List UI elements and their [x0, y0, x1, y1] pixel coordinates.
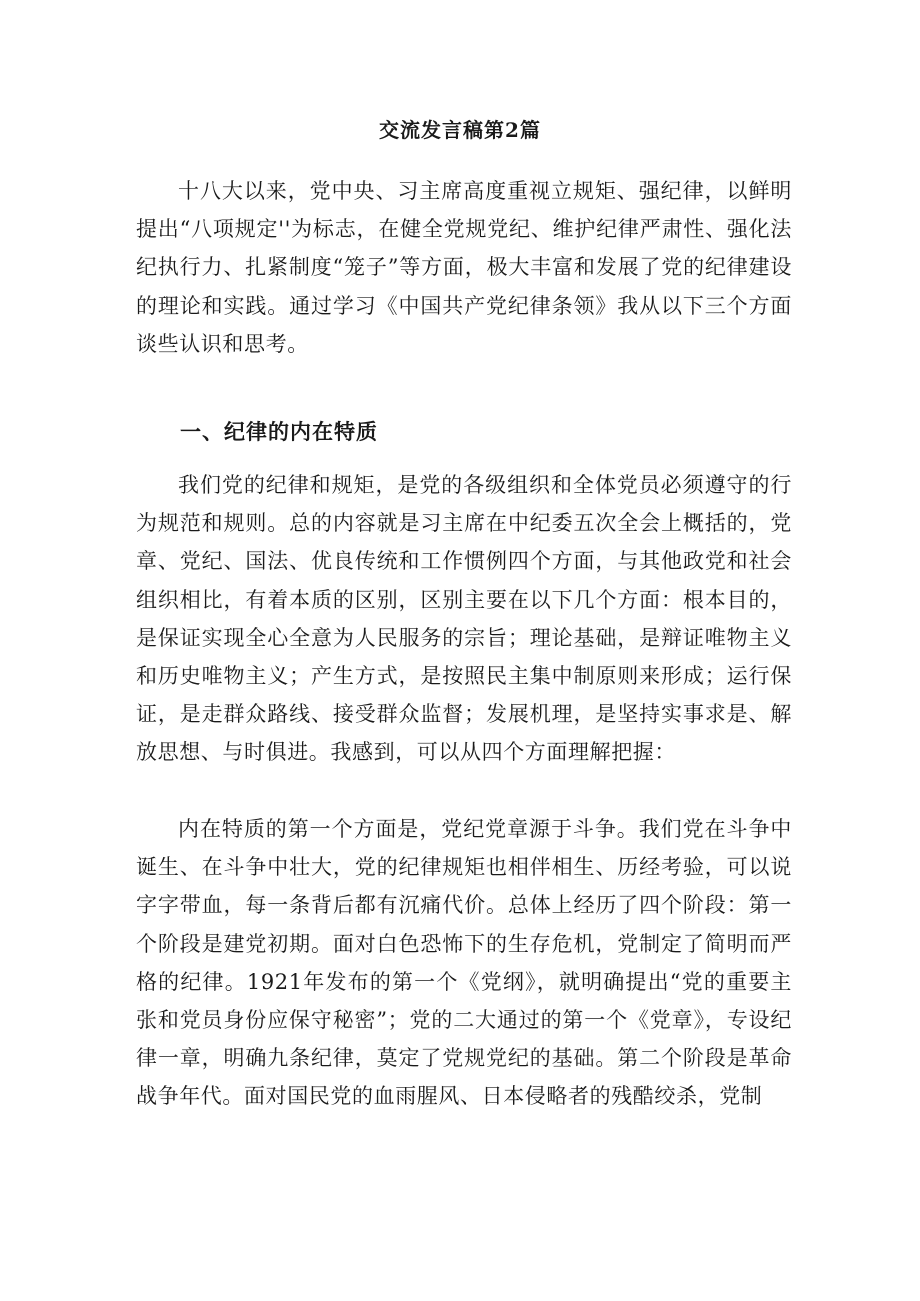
section-paragraph-2: 内在特质的第一个方面是，党纪党章源于斗争。我们党在斗争中诞生、在斗争中壮大，党的纪律规矩也相伴相生、历经考验，可以说字字带血，每一条背后都有沉痛代价。总体上经历了四个阶段：第一个阶段是建党初期。面对白色恐怖下的生存危机，党制定了简明而严格的纪律。1921年发布的第一个《党纲》，就明确提出“党的重要主张和党员身份应保守秘密”；党的二大通过的第一个《党章》，专设纪律一章，明确九条纪律，莫定了党规党纪的基础。第二个阶段是革命战争年代。面对国民党的血雨腥风、日本侵略者的残酷绞杀，党制	[136, 817, 792, 1109]
intro-paragraph: 十八大以来，党中央、习主席高度重视立规矩、强纪律，以鲜明提出“八项规定''为标志，在健全党规党纪、维护纪律严肃性、强化法纪执行力、扎紧制度“笼子”等方面，极大丰富和发展了党的纪律建设的理论和实践。通过学习《中国共产党纪律条领》我从以下三个方面谈些认识和思考。	[136, 179, 792, 356]
document-title: 交流发言稿第2篇	[379, 118, 541, 142]
section-heading: 一、纪律的内在特质	[180, 419, 378, 444]
section-paragraph-1: 我们党的纪律和规矩，是党的各级组织和全体党员必须遵守的行为规范和规则。总的内容就是习主席在中纪委五次全会上概括的，党章、党纪、国法、优良传统和工作惯例四个方面，与其他政党和社会组织相比，有着本质的区别，区别主要在以下几个方面：根本目的，是保证实现全心全意为人民服务的宗旨；理论基础，是辩证唯物主义和历史唯物主义；产生方式，是按照民主集中制原则来形成；运行保证，是走群众路线、接受群众监督；发展机理，是坚持实事求是、解放思想、与时俱进。我感到，可以从四个方面理解把握：	[136, 473, 792, 765]
